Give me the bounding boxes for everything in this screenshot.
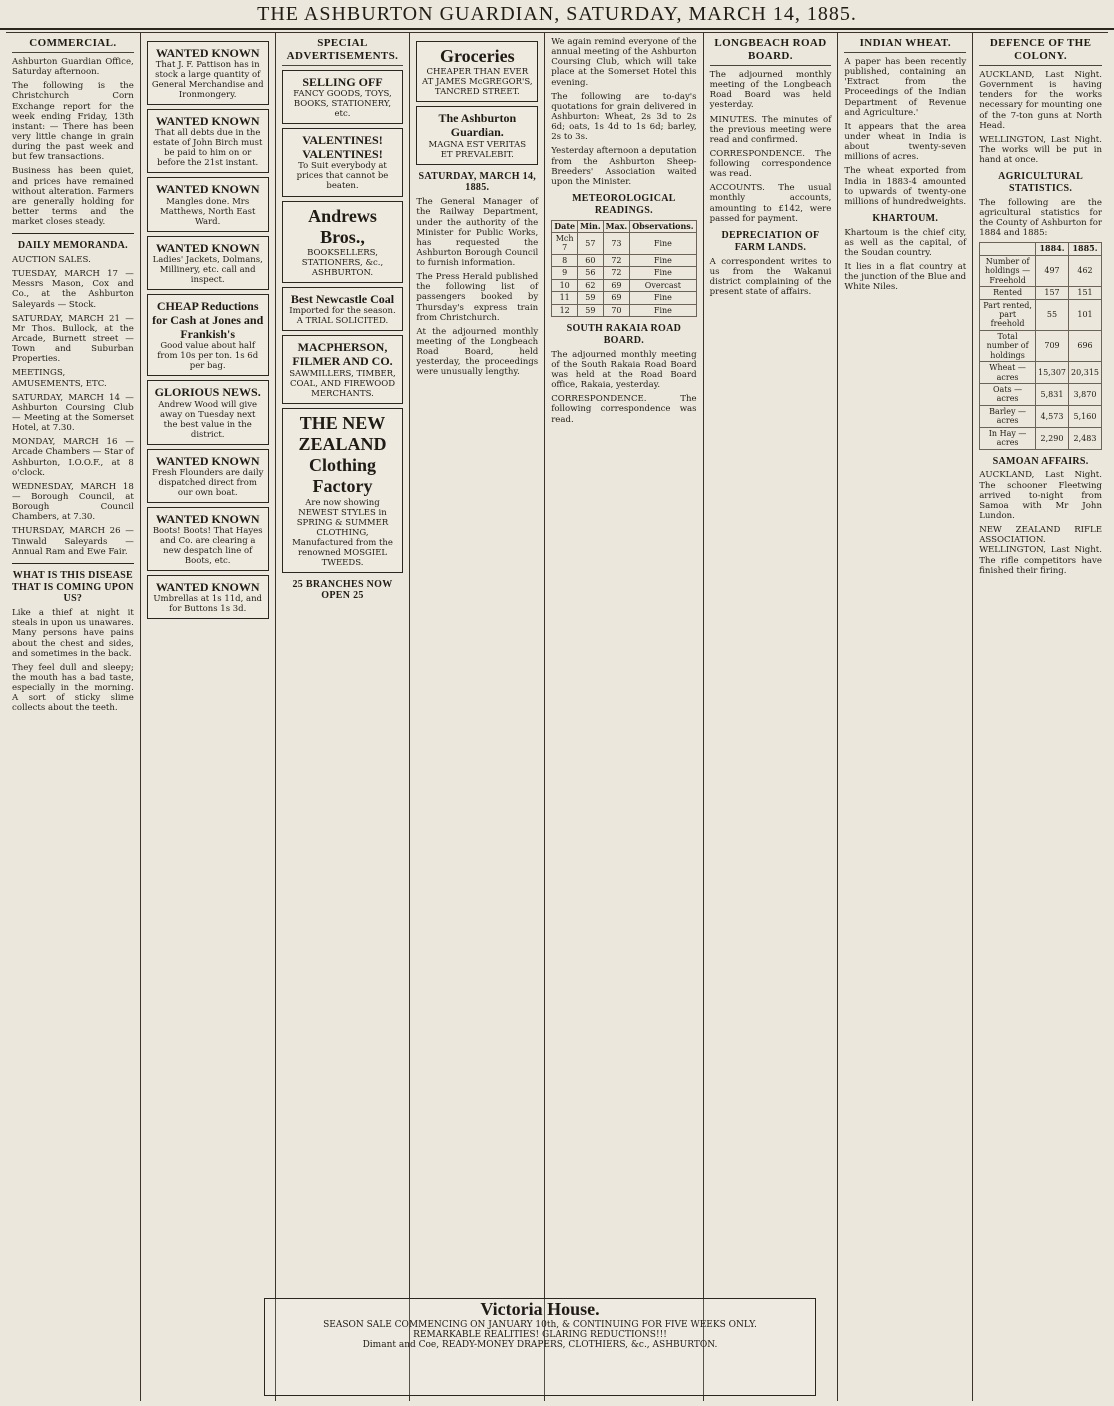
commercial-paragraph: The following is the Christchurch Corn Exchange report for the week ending Friday, 13th instant: — There has been very little change in grain during the past week and but few transactions. [12,81,134,163]
column-commercial [6,33,141,1401]
table-row [552,304,696,316]
divider [12,233,134,234]
longbeach-heading: LONGBEACH ROAD BOARD. [710,37,832,66]
defence-paragraph: AUCKLAND, Last Night. Government is having tenders for the works necessary for mounting one of the 7-ton guns at North Head. [979,69,1102,131]
table-cell: 9 [552,267,578,279]
disease-article-heading: WHAT IS THIS DISEASE THAT IS COMING UPON US? [12,569,134,605]
nameplate-motto: MAGNA EST VERITAS ET PREVALEBIT. [428,139,527,160]
meteorological-heading: METEOROLOGICAL READINGS. [572,192,676,216]
table-cell: 70 [603,304,630,316]
south-rakaia-paragraph: CORRESPONDENCE. The following correspondence was read. [551,394,697,425]
advertisement [147,177,269,231]
table-cell: 2,483 [1069,427,1102,449]
table-cell: 57 [578,233,604,255]
table-row [552,254,696,266]
editorial-paragraph: At the adjourned monthly meeting of the Longbeach Road Board, held yesterday, the proceedings were unusually lengthy. [416,326,539,378]
table-cell: Number of holdings — Freehold [980,255,1036,286]
table-row [980,287,1102,299]
south-rakaia-paragraph: The adjourned monthly meeting of the South Rakaia Road Board was held at the Road Board office, Rakaia, yesterday. [551,349,697,391]
table-cell: 59 [578,304,604,316]
longbeach-paragraph: ACCOUNTS. The usual monthly accounts, amounting to £142, were passed for payment. [709,183,832,224]
samoan-affairs-paragraph: NEW ZEALAND RIFLE ASSOCIATION. WELLINGTON, Last Night. The rifle competitors have finished their firing. [979,525,1102,576]
masthead-title: THE ASHBURTON GUARDIAN, SATURDAY, MARCH 14, 1885. [257,3,857,25]
longbeach-paragraph: The adjourned monthly meeting of the Longbeach Road Board was held yesterday. [709,69,832,111]
table-cell: In Hay — acres [980,427,1036,449]
ad-body: BOOKSELLERS, STATIONERS, &c., ASHBURTON. [301,247,384,278]
memo-item: MONDAY, MARCH 16 — Arcade Chambers — Star of Ashburton, I.O.O.F., at 8 o'clock. [12,437,134,478]
ad-body: Good value about half from 10s per ton. 1s 6d per bag. [157,341,259,372]
khartoum-paragraph: It lies in a flat country at the junction of the Blue and White Niles. [844,262,967,293]
memo-item: WEDNESDAY, MARCH 18 — Borough Council, at Borough Council Chambers, at 7.30. [12,481,134,523]
victoria-house-banner [264,1298,816,1396]
farm-lands-heading: DEPRECIATION OF FARM LANDS. [721,229,820,253]
longbeach-paragraph: CORRESPONDENCE. The following correspondence was read. [709,148,832,180]
special-ads-heading: SPECIAL ADVERTISEMENTS. [282,37,404,66]
masthead [0,0,1114,30]
table-cell: 157 [1036,287,1069,299]
table-cell: Fine [630,292,696,304]
advertisement [147,109,269,173]
editorial-date: SATURDAY, MARCH 14, 1885. [418,170,537,194]
ad-title: WANTED KNOWN [155,182,260,197]
table-cell: Total number of holdings [980,330,1036,361]
table-cell: 72 [603,254,630,266]
ad-title: WANTED KNOWN [155,580,260,594]
defence-paragraph: WELLINGTON, Last Night. The works will be put in hand at once. [979,134,1102,166]
advertisement [282,70,404,124]
table-header: Max. [603,220,630,232]
table-header: Observations. [630,220,696,232]
table-header [980,243,1036,255]
editorial-paragraph: The Press Herald published the following list of passengers booked by Thursday's express train from Christchurch. [416,272,539,323]
table-header: 1884. [1036,243,1069,255]
table-cell: Mch 7 [552,233,578,255]
table-row [980,330,1102,361]
news-paragraph: The following are to-day's quotations for grain delivered in Ashburton: Wheat, 2s 3d to 2s 6d; oats, 1s 4d to 1s 6d; barley, 2s to 3s. [551,91,697,143]
newspaper-nameplate [416,106,538,164]
ad-body: CHEAPER THAN EVER AT JAMES McGREGOR'S, TANCRED STREET. [421,67,533,98]
banner-subtitle: REMARKABLE REALITIES! GLARING REDUCTIONS!!! [413,1330,667,1340]
ad-body: Ladies' Jackets, Dolmans, Millinery, etc. call and inspect. [152,254,263,285]
table-row [552,267,696,279]
table-header: Date [552,220,578,232]
ad-title: MACPHERSON, FILMER AND CO. [292,340,393,369]
column-longbeach [704,33,839,1401]
defence-heading: DEFENCE OF THE COLONY. [979,37,1102,66]
newspaper-columns [6,32,1108,1401]
advertisement [147,507,269,571]
table-cell: 709 [1036,330,1069,361]
ad-body: That all debts due in the estate of John Birch must be paid to him on or before the 21st instant. [152,128,263,169]
ad-title: Best Newcastle Coal [290,292,395,307]
ad-title: VALENTINES! VALENTINES! [302,133,383,162]
table-cell: Fine [630,304,696,316]
ad-title: WANTED KNOWN [155,511,260,526]
advertisement [147,236,269,290]
ad-title: Andrews Bros., [308,205,377,247]
indian-wheat-paragraph: A paper has been recently published, containing an 'Extract from the Proceedings of the Indian Department of Revenue and Agriculture.' [844,56,967,118]
ad-body: Andrew Wood will give away on Tuesday next the best value in the district. [158,399,258,440]
ad-title: WANTED KNOWN [155,114,260,129]
table-cell: 3,870 [1069,384,1102,406]
table-row [552,233,696,255]
table-row [552,279,696,291]
commercial-paragraph: Ashburton Guardian Office, Saturday afternoon. [12,56,134,78]
column-indian-wheat [838,33,973,1401]
table-row [980,427,1102,449]
commercial-paragraph: Business has been quiet, and prices have remained without alteration. Farmers are generally holding for better terms and the market closes steady. [12,166,134,228]
banner-subtitle: SEASON SALE COMMENCING ON JANUARY 10th, & CONTINUING FOR FIVE WEEKS ONLY. [323,1320,757,1330]
ad-title: CHEAP Reductions for Cash at Jones and Frankish's [152,298,264,342]
ad-body: Boots! Boots! That Hayes and Co. are clearing a new despatch line of Boots, etc. [152,525,263,566]
ad-title: Groceries [439,46,515,66]
table-cell: 73 [603,233,630,255]
table-header: 1885. [1069,243,1102,255]
table-cell: 69 [603,292,630,304]
table-cell: 72 [603,267,630,279]
table-cell: Oats — acres [980,384,1036,406]
ad-title: WANTED KNOWN [155,240,260,255]
ad-body: That J. F. Pattison has in stock a large quantity of General Merchandise and Ironmongery. [151,60,264,101]
column-wanted-known [141,33,276,1401]
ad-body: Fresh Flounders are daily dispatched direct from our own boat. [151,467,264,498]
advertisement [416,41,538,102]
indian-wheat-paragraph: The wheat exported from India in 1883-4 amounted to upwards of twenty-one millions of hundredweights. [844,166,967,207]
column-news [545,33,703,1401]
table-cell: 497 [1036,255,1069,286]
table-cell: Overcast [630,279,696,291]
memo-item: TUESDAY, MARCH 17 — Messrs Mason, Cox and Co., at the Ashburton Saleyards — Stock. [12,269,134,310]
table-cell: 20,315 [1069,362,1102,384]
ad-title: GLORIOUS NEWS. [154,385,261,400]
memo-item: THURSDAY, MARCH 26 — Tinwald Saleyards — Annual Ram and Ewe Fair. [12,526,134,557]
column-defence [973,33,1108,1401]
farm-lands-paragraph: A correspondent writes to us from the Wakanui district complaining of the present state of affairs. [709,256,832,297]
advertisement [282,408,404,573]
ad-title: WANTED KNOWN [155,46,260,60]
table-row [552,292,696,304]
table-cell: 151 [1069,287,1102,299]
ad-body: To Suit everybody at prices that cannot be beaten. [296,161,389,192]
ad-title: THE NEW ZEALAND Clothing Factory [298,412,387,497]
advertisement [282,335,404,403]
news-paragraph: Yesterday afternoon a deputation from the Ashburton Sheep-Breeders' Association waited upon the Minister. [551,146,697,187]
disease-article-paragraph: They feel dull and sleepy; the mouth has a bad taste, especially in the morning. A sort of sticky slime collects about the teeth. [12,662,134,714]
daily-memoranda-heading: DAILY MEMORANDA. [17,240,128,252]
table-cell: 62 [578,279,604,291]
table-cell: Rented [980,287,1036,299]
agricultural-note: The following are the agricultural statistics for the County of Ashburton for 1884 and 1885: [979,197,1102,239]
meteorological-table [551,220,696,318]
table-cell: 5,160 [1069,405,1102,427]
khartoum-paragraph: Khartoum is the chief city, as well as the capital, of the Soudan country. [844,227,967,259]
samoan-affairs-paragraph: AUCKLAND, Last Night. The schooner Fleetwing arrived to-night from Samoa with Mr John Lundon. [979,470,1102,522]
khartoum-heading: KHARTOUM. [872,212,939,224]
disease-article-paragraph: Like a thief at night it steals in upon us unawares. Many persons have pains about the chest and sides, and sometimes in the back. [12,608,134,659]
table-row [980,299,1102,330]
table-cell: 101 [1069,299,1102,330]
banner-subtitle: Dimant and Coe, READY-MONEY DRAPERS, CLOTHIERS, &c., ASHBURTON. [362,1340,718,1350]
table-cell: Barley — acres [980,405,1036,427]
table-cell: 15,307 [1036,362,1069,384]
divider [12,563,134,564]
table-cell: 59 [578,292,604,304]
advertisement [282,287,404,331]
column-editorial [410,33,545,1401]
table-cell: Wheat — acres [980,362,1036,384]
advertisement [147,41,269,105]
table-cell: 4,573 [1036,405,1069,427]
table-cell: 55 [1036,299,1069,330]
memo-item: SATURDAY, MARCH 14 — Ashburton Coursing Club — Meeting at the Somerset Hotel, at 7.30. [12,392,134,434]
table-cell: Part rented, part freehold [980,299,1036,330]
advertisement [147,380,269,444]
indian-wheat-paragraph: It appears that the area under wheat in India is about twenty-seven millions of acres. [844,121,967,163]
table-row [980,255,1102,286]
indian-wheat-heading: INDIAN WHEAT. [844,37,966,53]
branches-open-heading: 25 BRANCHES NOW OPEN 25 [292,578,393,602]
table-cell: 8 [552,254,578,266]
memo-item: SATURDAY, MARCH 21 — Mr Thos. Bullock, at the Arcade, Burnett street — Town and Suburban Properties. [12,313,134,365]
table-cell: Fine [630,254,696,266]
table-cell: 12 [552,304,578,316]
news-paragraph: We again remind everyone of the annual meeting of the Ashburton Coursing Club, which will take place at the Somerset Hotel this evening. [551,37,697,88]
longbeach-paragraph: MINUTES. The minutes of the previous meeting were read and confirmed. [709,114,832,145]
table-cell: Fine [630,233,696,255]
table-cell: 60 [578,254,604,266]
table-cell: Fine [630,267,696,279]
commercial-heading: COMMERCIAL. [12,37,134,53]
ad-body: SAWMILLERS, TIMBER, COAL, AND FIREWOOD MERCHANTS. [289,368,396,399]
table-row [980,405,1102,427]
advertisement [147,449,269,503]
ad-body: Umbrellas at 1s 11d, and for Buttons 1s 3d. [153,594,263,615]
table-cell: 56 [578,267,604,279]
advertisement [282,128,404,196]
ad-title: SELLING OFF [302,74,383,89]
agricultural-statistics-heading: AGRICULTURAL STATISTICS. [998,171,1084,194]
advertisement [282,201,404,284]
memo-item: MEETINGS, AMUSEMENTS, ETC. [12,368,107,389]
nameplate-title: The Ashburton Guardian. [438,111,517,140]
agricultural-table [979,242,1102,449]
table-cell: 10 [552,279,578,291]
table-cell: 462 [1069,255,1102,286]
ad-body: Are now showing NEWEST STYLES in SPRING & SUMMER CLOTHING, Manufactured from the renowned MOSGIEL TWEEDS. [292,497,393,568]
samoan-affairs-heading: SAMOAN AFFAIRS. [992,455,1089,467]
table-cell: 2,290 [1036,427,1069,449]
south-rakaia-heading: SOUTH RAKAIA ROAD BOARD. [566,323,682,346]
table-cell: 11 [552,292,578,304]
ad-body: Imported for the season. A TRIAL SOLICITED. [289,306,396,327]
table-cell: 69 [603,279,630,291]
ad-title: WANTED KNOWN [155,453,260,468]
ad-body: Mangles done. Mrs Matthews, North East Ward. [159,196,256,227]
memo-item: AUCTION SALES. [12,255,91,266]
table-header: Min. [578,220,604,232]
editorial-paragraph: The General Manager of the Railway Department, under the authority of the Minister for Public Works, has requested the Ashburton Borough Council to furnish information. [416,197,539,269]
advertisement [147,575,269,619]
banner-title: Victoria House. [480,1299,600,1319]
table-cell: 5,831 [1036,384,1069,406]
table-cell: 696 [1069,330,1102,361]
ad-body: FANCY GOODS, TOYS, BOOKS, STATIONERY, etc. [293,89,392,120]
table-row [980,384,1102,406]
advertisement [147,294,269,377]
table-row [980,362,1102,384]
column-special-ads [276,33,411,1401]
